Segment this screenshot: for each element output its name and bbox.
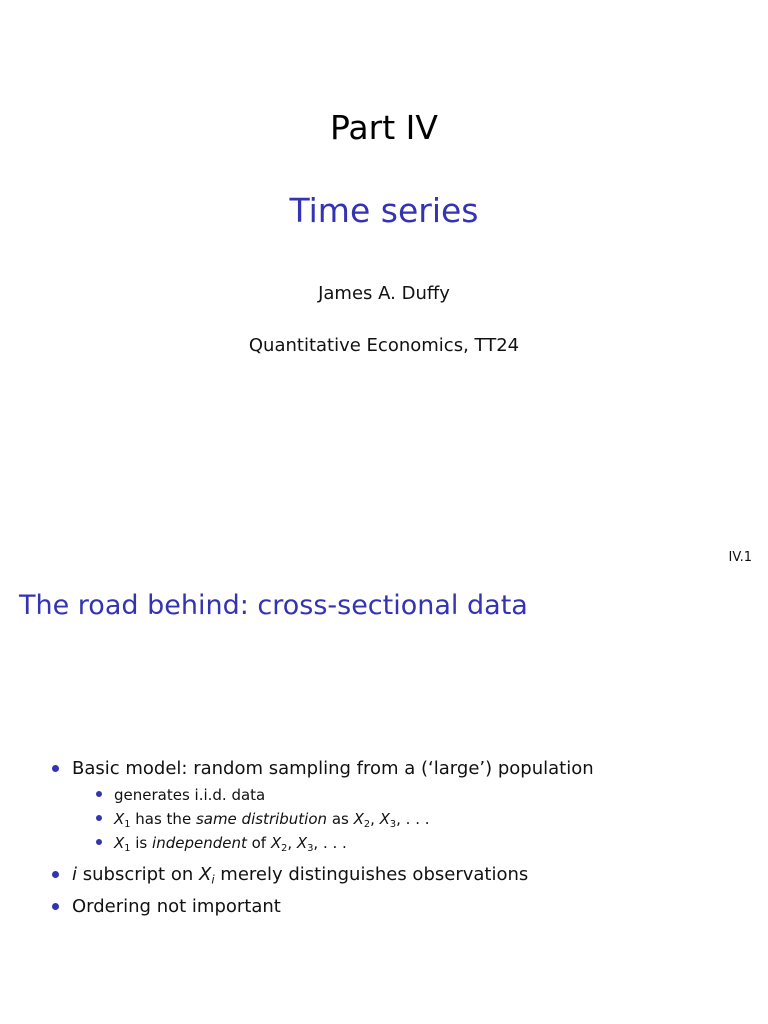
sub-item-text: of — [246, 834, 271, 852]
math-subscript: 3 — [307, 842, 314, 854]
bullet-icon — [52, 871, 59, 878]
emphasis-text: independent — [152, 834, 247, 852]
bullet-icon — [52, 765, 59, 772]
math-subscript: 1 — [124, 842, 131, 854]
sub-item-text: , — [287, 834, 297, 852]
sub-item-text: as — [327, 810, 354, 828]
math-variable: X — [114, 810, 125, 828]
bullet-icon — [96, 839, 102, 845]
math-variable: X — [270, 834, 282, 852]
math-variable: X — [198, 864, 212, 885]
sub-list-item — [72, 831, 594, 855]
content-slide — [0, 576, 768, 1024]
frame-title: The road behind: cross-sectional data — [19, 590, 528, 621]
sub-list-item — [72, 807, 594, 831]
sub-item-text: is — [130, 834, 153, 852]
math-subscript: 2 — [363, 818, 371, 830]
sub-item-text: , . . . — [396, 810, 430, 828]
math-variable: X — [379, 810, 390, 828]
list-item — [50, 895, 594, 919]
math-subscript: 3 — [389, 818, 397, 830]
sub-item-text: has the — [130, 810, 196, 828]
list-item-text: Ordering not important — [72, 896, 281, 917]
course-name: Quantitative Economics, TT24 — [248, 335, 520, 356]
math-subscript: i — [211, 872, 215, 887]
list-item-text: Basic model: random sampling from a (‘large’) population — [72, 758, 594, 779]
math-variable: X — [353, 810, 364, 828]
bullet-icon — [96, 815, 102, 821]
lecture-subtitle: Time series — [289, 191, 479, 230]
sub-item-text: , . . . — [313, 834, 347, 852]
sub-list — [72, 783, 594, 855]
math-variable: X — [114, 834, 125, 852]
part-title: Part IV — [330, 108, 438, 147]
math-subscript: 1 — [124, 818, 131, 830]
math-variable: X — [296, 834, 308, 852]
emphasis-text: same distribution — [195, 810, 328, 828]
list-item-text: subscript on — [77, 864, 199, 885]
sub-item-text: , — [370, 810, 380, 828]
bullet-list — [50, 757, 594, 927]
math-subscript: 2 — [281, 842, 288, 854]
math-variable: i — [72, 864, 78, 885]
page-number: IV.1 — [728, 550, 752, 565]
list-item — [50, 757, 594, 855]
sub-list-item — [72, 783, 594, 807]
author-name: James A. Duffy — [318, 283, 450, 304]
bullet-icon — [96, 791, 102, 797]
sub-item-text: generates i.i.d. data — [114, 786, 266, 804]
bullet-icon — [52, 903, 59, 910]
list-item-text: merely distinguishes observations — [214, 864, 529, 885]
list-item — [50, 863, 594, 887]
